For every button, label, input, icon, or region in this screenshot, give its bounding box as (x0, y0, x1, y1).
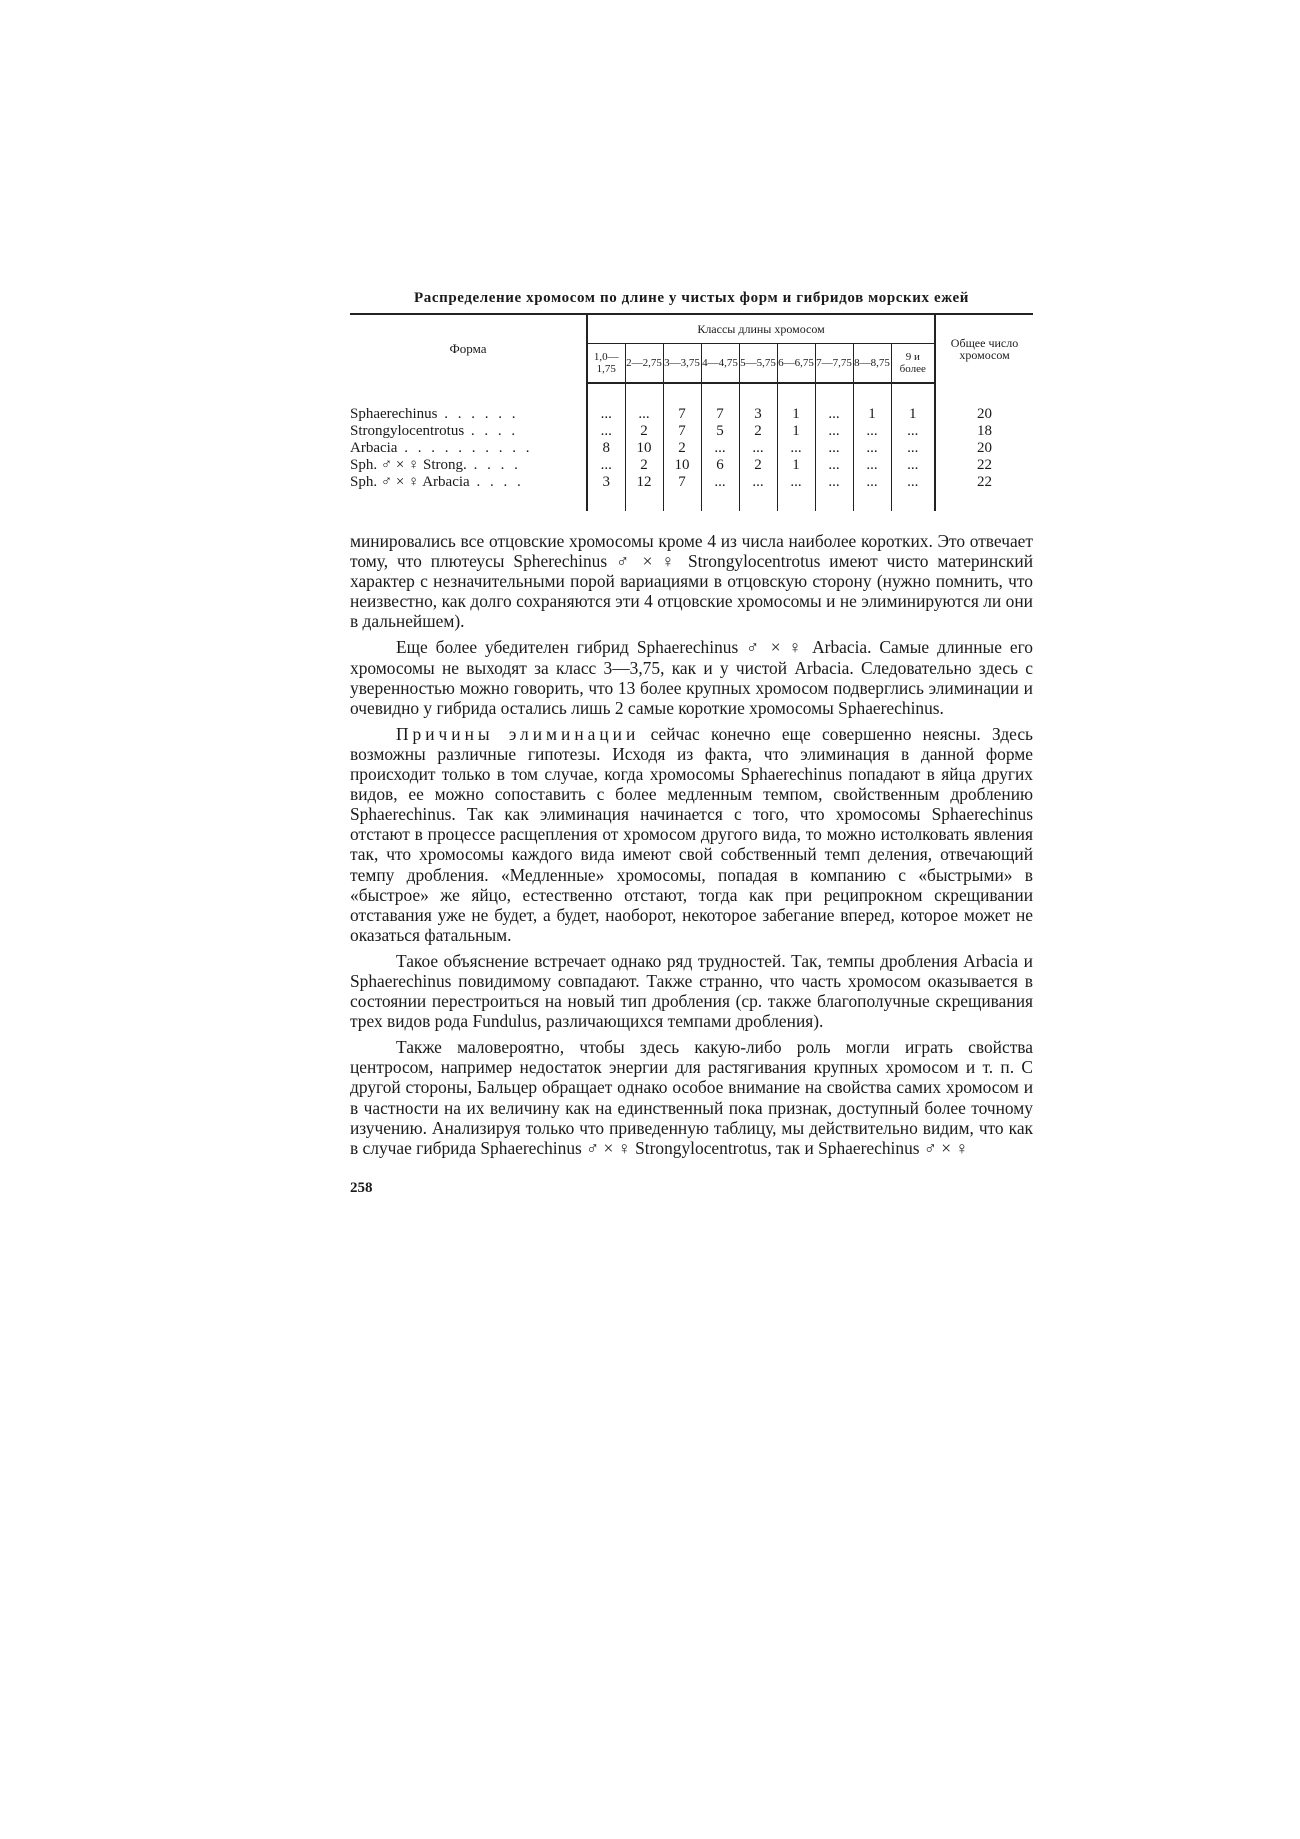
table-cell: 7 (701, 406, 739, 423)
table-cell: 1 (853, 406, 891, 423)
table-cell: ... (587, 423, 625, 440)
table-cell: ... (587, 406, 625, 423)
table-cell: ... (891, 474, 935, 511)
table-cell: 2 (625, 457, 663, 474)
paragraph: Еще более убедителен гибрид Sphaerechinus ♂ × ♀ Arbacia. Самые длинные его хромосомы не выходят за класс 3—3,75, как и у чистой Arbacia. Следовательно здесь с уверенностью можно говорить, что 13 более крупных хромосом подверглись элиминации и очевидно у гибрида остались лишь 2 самые короткие хромосомы Sphaerechinus. (350, 637, 1033, 718)
table-cell: ... (815, 423, 853, 440)
table-cell: ... (815, 457, 853, 474)
table-cell: ... (777, 440, 815, 457)
table-cell: ... (777, 474, 815, 511)
chromosome-table (350, 313, 1033, 511)
paragraph: Такое объяснение встречает однако ряд трудностей. Так, темпы дробления Arbacia и Sphaerechinus повидимому совпадают. Также странно, что часть хромосом оказывается в состоянии перестроиться на новый тип дробления (ср. также благополучные скрещивания трех видов рода Fundulus, различающихся темпами дробления). (350, 950, 1033, 1032)
total-cell: 20 (935, 440, 1033, 457)
spaced-emphasis: Причины элиминации (396, 723, 640, 744)
total-cell: 22 (935, 474, 1033, 511)
table-cell: ... (701, 474, 739, 511)
body-text (350, 531, 1033, 1158)
table-cell: 3 (739, 406, 777, 423)
header-length-classes: Классы длины хромосом (587, 314, 935, 344)
table-row (350, 474, 1033, 511)
table-cell: 1 (777, 423, 815, 440)
paragraph-rest: сейчас конечно еще совершенно неясны. Здесь возможны различные гипотезы. Исходя из факта, что элиминация в данной форме происходит только в том случае, когда хромосомы Sphaerechinus попадают в яйца других видов, ее можно сопоставить с более медленным темпом, свойственным дроблению Sphaerechinus. Так как элиминация начинается с того, что хромосомы Sphaerechinus отстают в процессе расщепления от хромосом другого вида, то можно истолковать явления так, что хромосомы каждого вида имеют свой собственный темп деления, отвечающий темпу дробления. «Медленные» хромосомы, попадая в компанию с «быстрыми» в «быстрое» же яйцо, естественно отстают, тогда как при реципрокном скрещивании отставания уже не будет, а будет, наоборот, некоторое забегание вперед, которое может не оказаться фатальным. (350, 723, 1033, 945)
row-leader-dots: . . . . . . . . . . (397, 440, 533, 456)
row-name: Sphaerechinus (350, 406, 438, 422)
row-leader-dots: . . . . . . (437, 406, 519, 422)
table-cell: 1 (891, 406, 935, 423)
table-cell: 2 (739, 423, 777, 440)
header-forma: Форма (350, 314, 587, 383)
table-cell: 7 (663, 474, 701, 511)
paragraph (350, 724, 1033, 945)
page-number: 258 (350, 1179, 373, 1196)
table-cell: ... (891, 457, 935, 474)
table-cell: ... (739, 440, 777, 457)
table-cell: ... (701, 440, 739, 457)
table-cell: 1 (777, 406, 815, 423)
table-cell: ... (853, 474, 891, 511)
row-name: Strongylocentrotus (350, 423, 465, 439)
paragraph: Также маловероятно, чтобы здесь какую-либо роль могли играть свойства центросом, например недостаток энергии для растягивания крупных хромосом и т. п. С другой стороны, Бальцер обращает однако особое внимание на свойства самих хромосом и в частности на их величину как на единственный пока признак, доступный более точному изучению. Анализируя только что приведенную таблицу, мы действительно видим, что как в случае гибрида Sphaerechinus ♂ × ♀ Strongylocentrotus, так и Sphaerechinus ♂ × ♀ (350, 1037, 1033, 1158)
table-cell: ... (891, 423, 935, 440)
row-leader-dots: . . . . (469, 474, 524, 490)
class-header: 7—7,75 (815, 344, 853, 384)
table-cell: ... (853, 440, 891, 457)
table-cell: ... (587, 457, 625, 474)
class-header: 2—2,75 (625, 344, 663, 384)
header-total: Общее число хромосом (935, 314, 1033, 383)
class-header: 1,0—1,75 (587, 344, 625, 384)
table-cell: 7 (663, 423, 701, 440)
table-row (350, 406, 1033, 423)
table-cell: ... (853, 423, 891, 440)
table-cell: 3 (587, 474, 625, 511)
table-cell: ... (815, 406, 853, 423)
row-leader-dots: . . . . (466, 457, 521, 473)
table-cell: ... (891, 440, 935, 457)
row-name: Arbacia (350, 440, 398, 456)
table-row (350, 440, 1033, 457)
total-cell: 18 (935, 423, 1033, 440)
table-cell: 2 (625, 423, 663, 440)
class-header: 5—5,75 (739, 344, 777, 384)
table-cell: 10 (625, 440, 663, 457)
table-cell: ... (815, 474, 853, 511)
class-header: 3—3,75 (663, 344, 701, 384)
table-cell: 6 (701, 457, 739, 474)
total-cell: 20 (935, 406, 1033, 423)
paragraph: минировались все отцовские хромосомы кроме 4 из числа наиболее коротких. Это отвечает тому, что плютеусы Spherechinus ♂ × ♀ Strongylocentrotus имеют чисто материнский характер с незначительными порой вариациями в отцовскую сторону (нужно помнить, что неизвестно, как долго сохраняются эти 4 отцовские хромосомы и не элиминируются ли они в дальнейшем). (350, 531, 1033, 632)
class-header: 6—6,75 (777, 344, 815, 384)
row-leader-dots: . . . . (464, 423, 519, 439)
page (350, 290, 1033, 1197)
class-header: 8—8,75 (853, 344, 891, 384)
table-row (350, 457, 1033, 474)
table-cell: ... (739, 474, 777, 511)
table-cell: ... (815, 440, 853, 457)
table-cell: 1 (777, 457, 815, 474)
table-cell: 2 (663, 440, 701, 457)
table-cell: 7 (663, 406, 701, 423)
table-cell: 5 (701, 423, 739, 440)
table-cell: 10 (663, 457, 701, 474)
table-cell: 8 (587, 440, 625, 457)
row-name: Sph. ♂ × ♀ Arbacia (350, 474, 470, 490)
class-header: 4—4,75 (701, 344, 739, 384)
table-cell: ... (625, 406, 663, 423)
table-cell: 12 (625, 474, 663, 511)
table-cell: ... (853, 457, 891, 474)
table-caption: Распределение хромосом по длине у чистых форм и гибридов морских ежей (413, 290, 970, 306)
table-cell: 2 (739, 457, 777, 474)
total-cell: 22 (935, 457, 1033, 474)
table-row (350, 423, 1033, 440)
row-name: Sph. ♂ × ♀ Strong. (350, 457, 467, 473)
class-header: 9 и более (891, 344, 935, 384)
